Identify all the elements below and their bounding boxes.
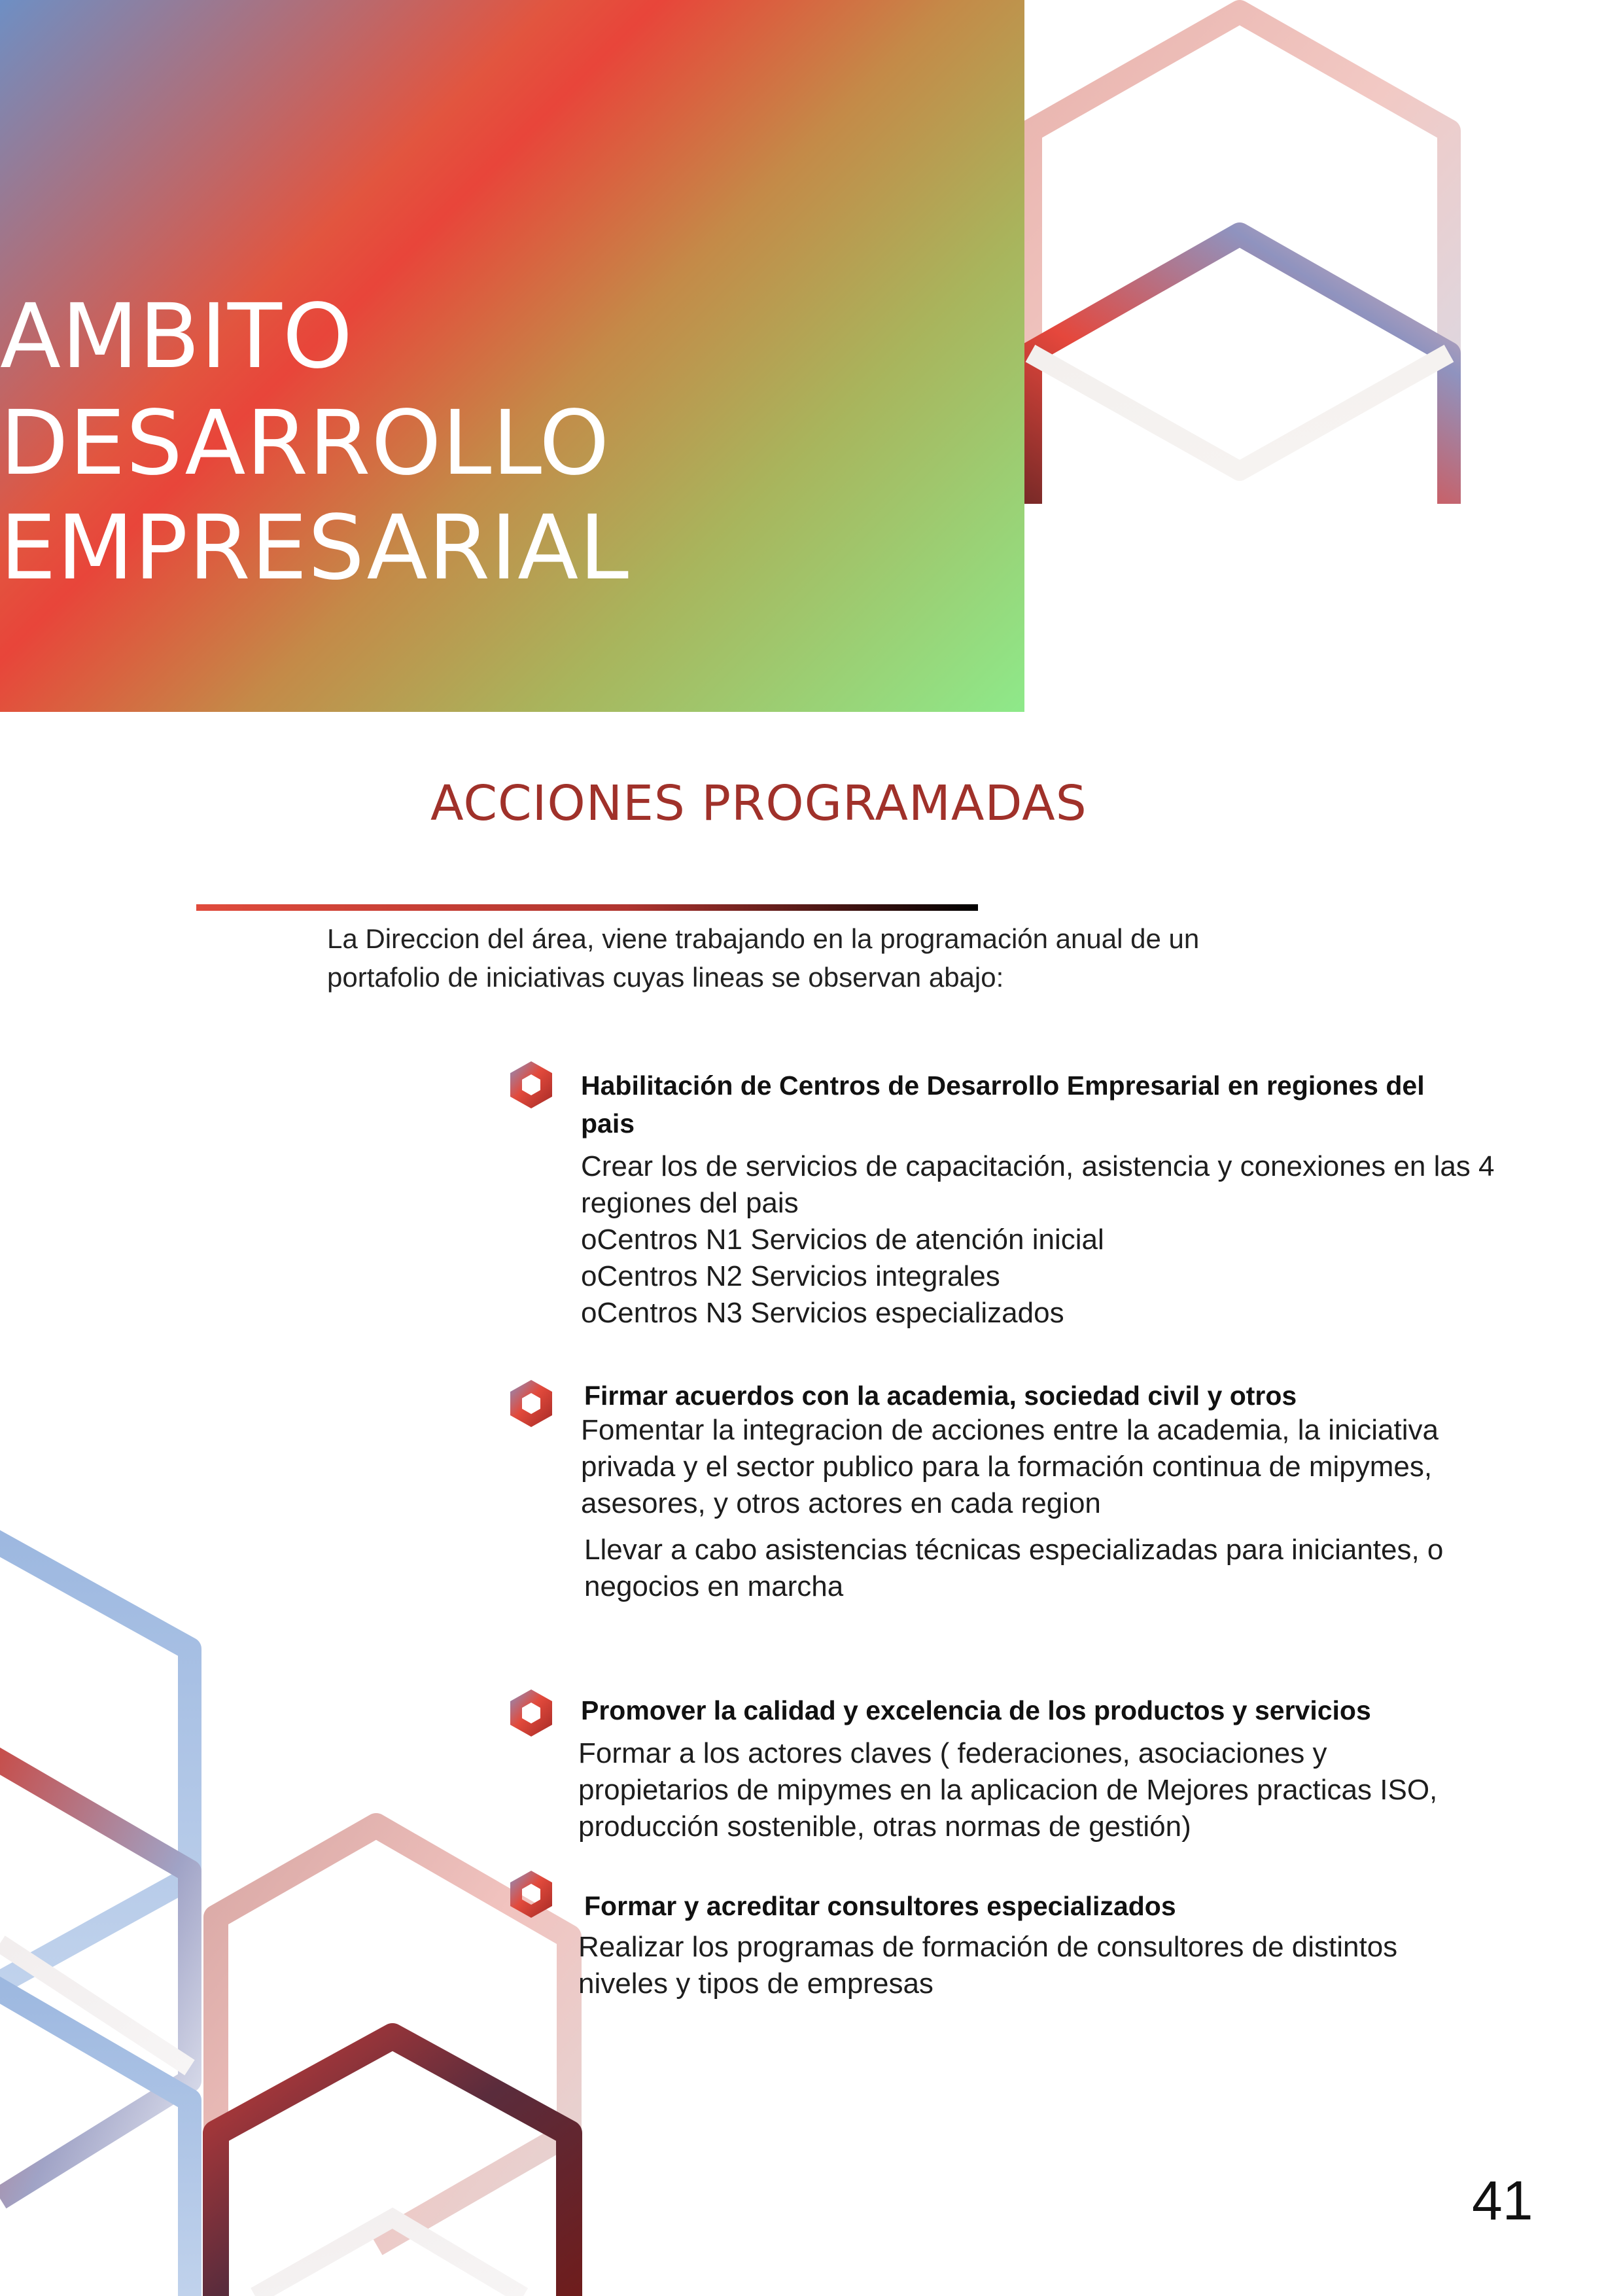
hexagon-outline-decoration [0, 1536, 190, 1983]
page-number: 41 [1472, 2170, 1533, 2231]
intro-line: portafolio de iniciativas cuyas lineas se observan abajo: [327, 962, 1004, 993]
item-title-line: Formar y acreditar consultores especializados [584, 1891, 1176, 1921]
item-title [581, 1067, 1425, 1142]
item-body [581, 1412, 1439, 1522]
hexagon-bullet-icon [505, 1059, 557, 1111]
item-body-line: niveles y tipos de empresas [578, 1968, 934, 2000]
item-body [578, 1735, 1437, 1845]
item-body-line: Formar a los actores claves ( federaciones, asociaciones y [578, 1737, 1327, 1769]
item-title-line: pais [581, 1108, 635, 1139]
page-title-line-1: AMBITO [0, 285, 353, 389]
item-title-line: Promover la calidad y excelencia de los productos y servicios [581, 1695, 1371, 1725]
hexagon-outline-decoration [255, 2218, 523, 2296]
item-title [584, 1887, 1176, 1925]
item-body-extra [584, 1532, 1443, 1605]
item-body-line: Realizar los programas de formación de consultores de distintos [578, 1931, 1398, 1963]
hexagon-bullet-icon [505, 1377, 557, 1430]
item-body-line: oCentros N3 Servicios especializados [581, 1297, 1064, 1329]
decorative-hexagons-top-right [1007, 0, 1478, 517]
header-banner [0, 0, 1024, 712]
item-body-line: producción sostenible, otras normas de gestión) [578, 1810, 1191, 1843]
item-body-line: Fomentar la integracion de acciones entre la academia, la iniciativa [581, 1414, 1439, 1446]
item-body [578, 1929, 1397, 2002]
item-body-line: Crear los de servicios de capacitación, asistencia y conexiones en las 4 [581, 1150, 1495, 1182]
hexagon-outline-decoration [1030, 353, 1449, 471]
section-heading: ACCIONES PROGRAMADAS [430, 775, 1087, 832]
item-title [584, 1377, 1297, 1415]
item-title-line: Firmar acuerdos con la academia, sociedad civil y otros [584, 1381, 1297, 1411]
hexagon-bullet-icon [505, 1687, 557, 1739]
item-body-line: asesores, y otros actores en cada region [581, 1487, 1101, 1519]
page-title-line-3: EMPRESARIAL [0, 497, 630, 600]
item-body-line: Llevar a cabo asistencias técnicas especializadas para iniciantes, o [584, 1534, 1444, 1566]
hexagon-bullet-icon [505, 1868, 557, 1920]
hexagon-outline-decoration [1030, 12, 1449, 504]
item-body-line: oCentros N2 Servicios integrales [581, 1260, 1000, 1292]
item-body [581, 1148, 1495, 1332]
item-title-line: Habilitación de Centros de Desarrollo Empresarial en regiones del [581, 1070, 1425, 1101]
page-title-line-2: DESARROLLO [0, 392, 610, 495]
item-title [581, 1691, 1371, 1729]
item-body-line: propietarios de mipymes en la aplicacion de Mejores practicas ISO, [578, 1774, 1438, 1806]
intro-line: La Direccion del área, viene trabajando en la programación anual de un [327, 923, 1200, 954]
intro-paragraph [327, 919, 1374, 997]
heading-divider [196, 904, 978, 911]
item-body-line: negocios en marcha [584, 1570, 844, 1602]
item-body-line: oCentros N1 Servicios de atención inicial [581, 1224, 1104, 1256]
item-body-line: privada y el sector publico para la formación continua de mipymes, [581, 1451, 1433, 1483]
item-body-line: regiones del pais [581, 1187, 799, 1219]
